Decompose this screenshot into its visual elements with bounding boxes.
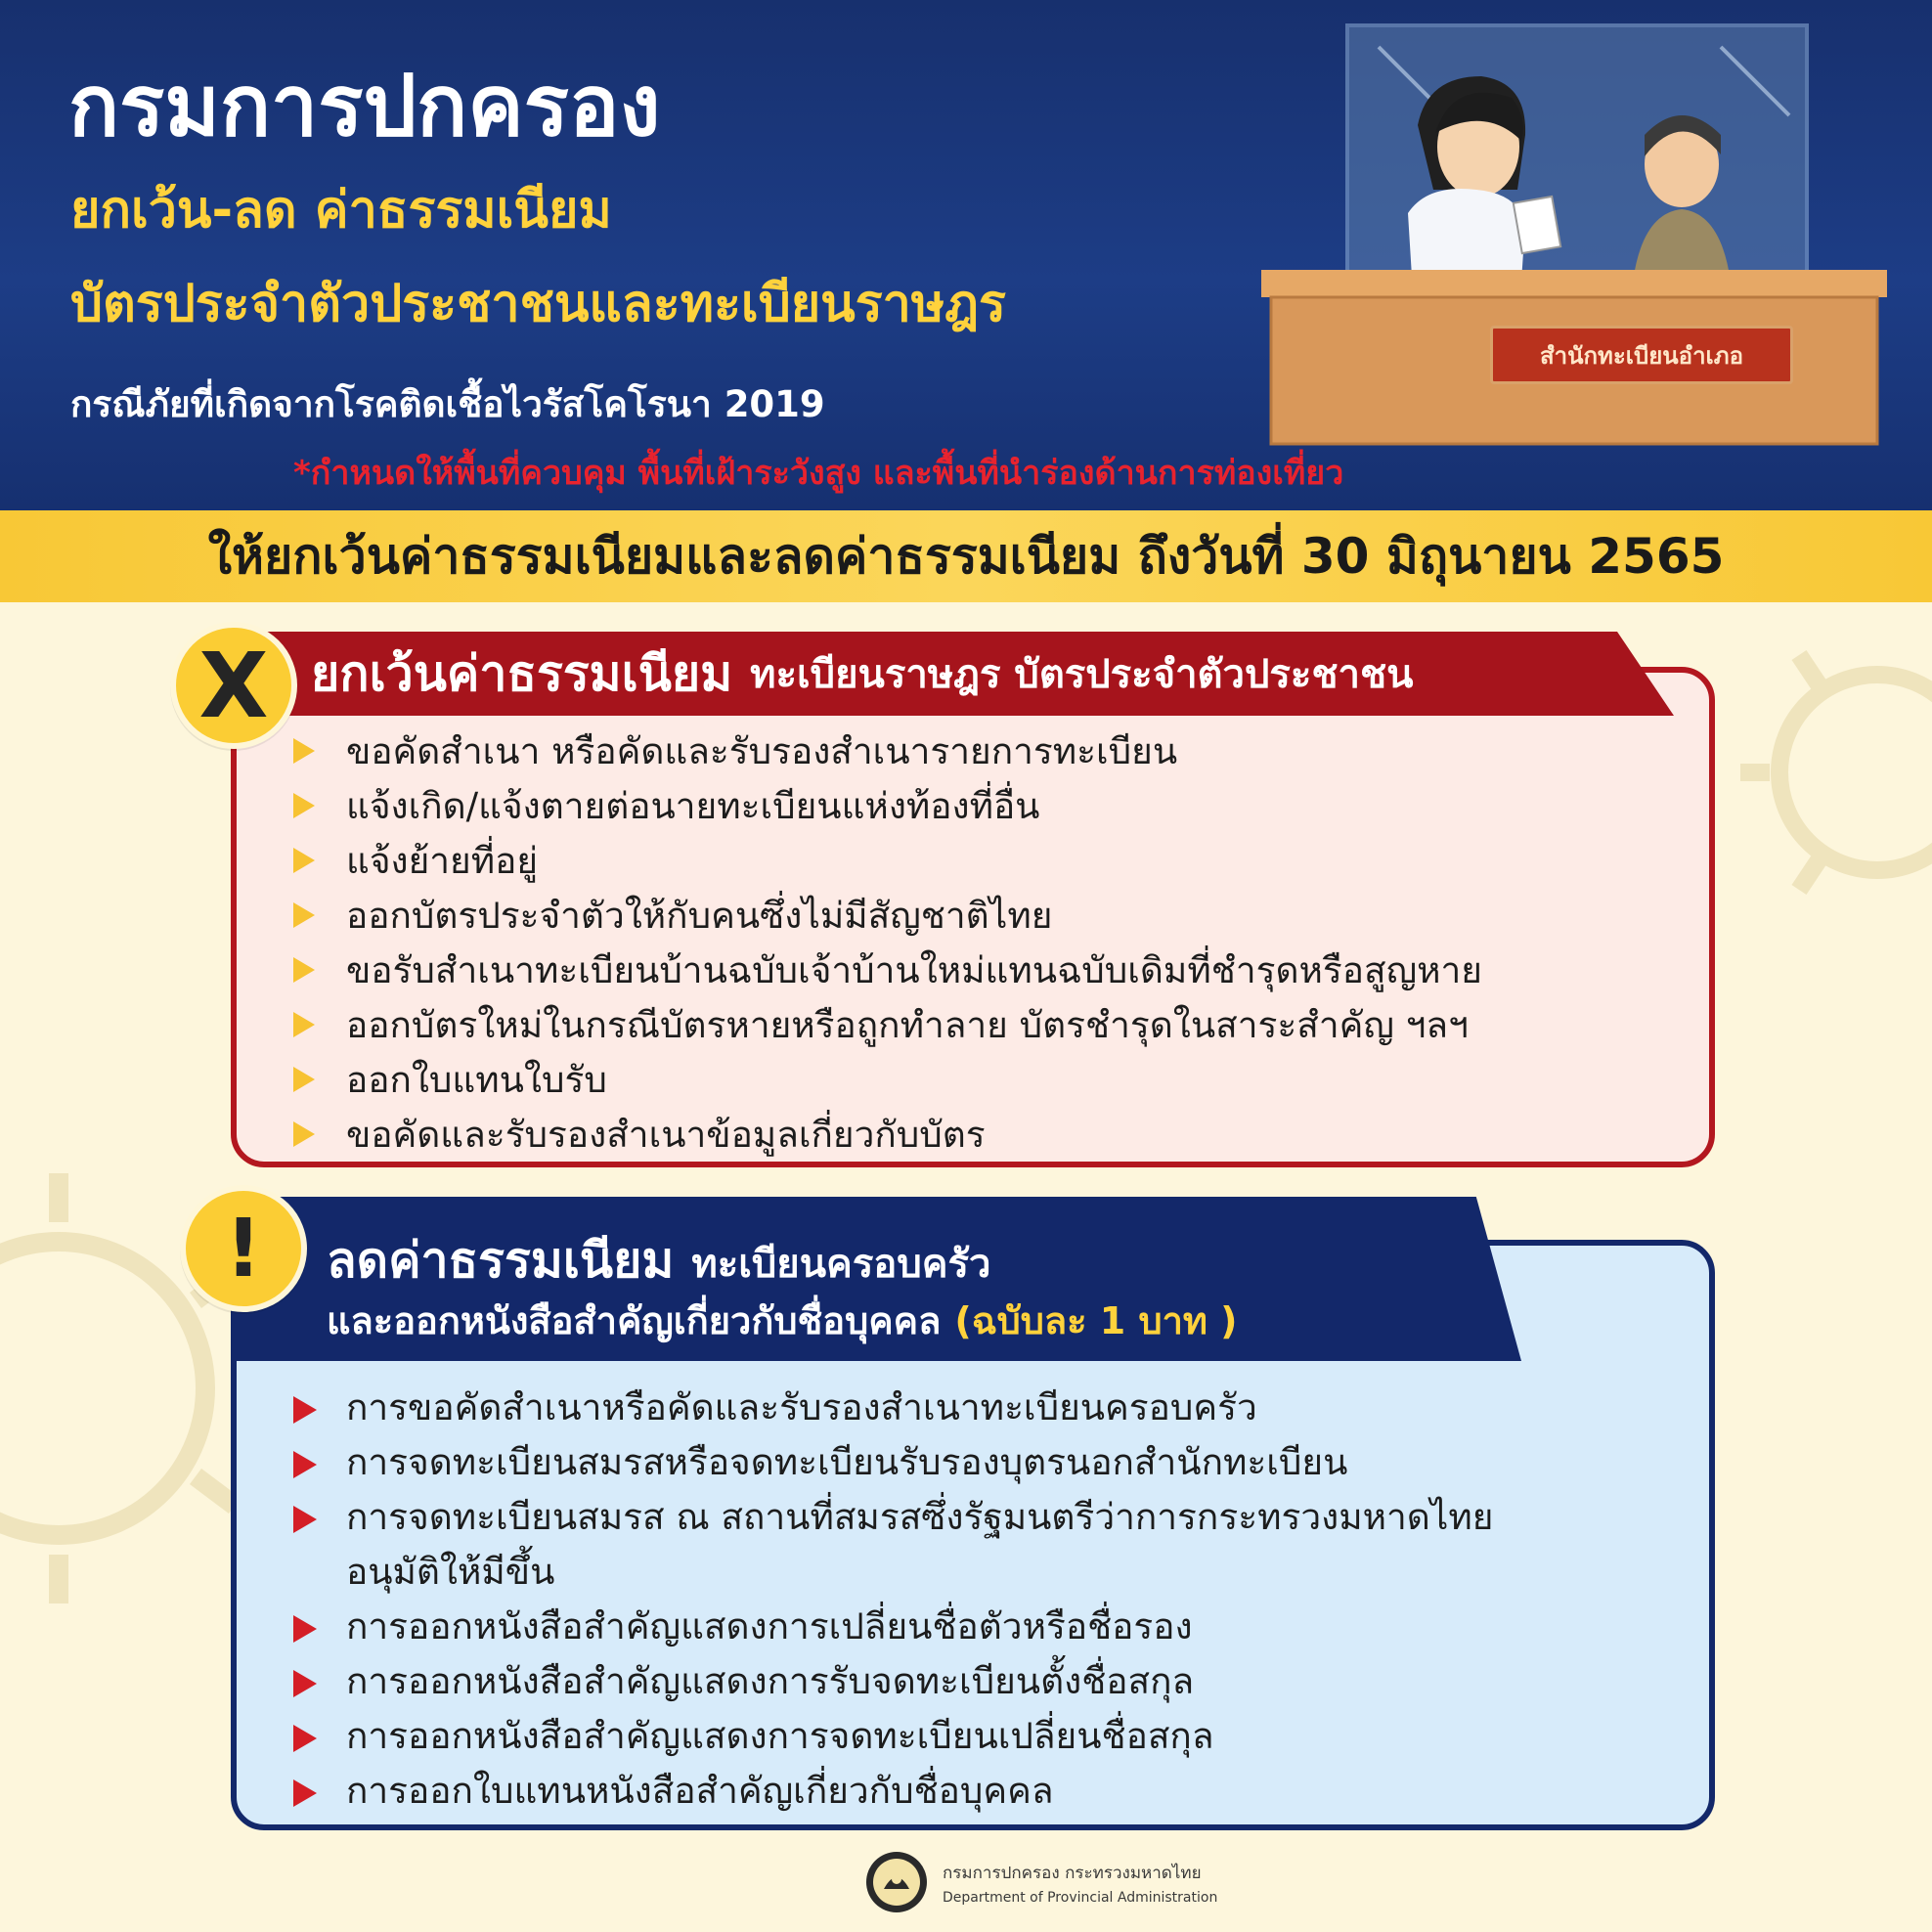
list-item: การจดทะเบียนสมรสหรือจดทะเบียนรับรองบุตรนอกสำนักทะเบียน — [293, 1435, 1493, 1490]
reduce-title-main: ลดค่าธรรมเนียม — [327, 1232, 675, 1289]
bullet-arrow-icon — [293, 848, 315, 873]
deadline-banner — [0, 510, 1932, 602]
reduce-list — [293, 1381, 1493, 1819]
list-item: ออกใบแทนใบรับ — [293, 1052, 1482, 1107]
list-item: แจ้งย้ายที่อยู่ — [293, 833, 1482, 888]
list-item: การออกหนังสือสำคัญแสดงการรับจดทะเบียนตั้งชื่อสกุล — [293, 1654, 1493, 1709]
footer — [864, 1848, 1217, 1916]
list-item: การออกหนังสือสำคัญแสดงการเปลี่ยนชื่อตัวหรือชื่อรอง — [293, 1600, 1493, 1654]
reduce-price: (ฉบับละ 1 บาท ) — [954, 1299, 1238, 1342]
list-item: การออกใบแทนหนังสือสำคัญเกี่ยวกับชื่อบุคคล — [293, 1764, 1493, 1819]
bullet-arrow-icon — [293, 1451, 317, 1478]
list-item: ขอรับสำเนาทะเบียนบ้านฉบับเจ้าบ้านใหม่แทนฉบับเดิมที่ชำรุดหรือสูญหาย — [293, 943, 1482, 997]
list-item: การขอคัดสำเนาหรือคัดและรับรองสำเนาทะเบียนครอบครัว — [293, 1381, 1493, 1435]
header-case: กรณีภัยที่เกิดจากโรคติดเชื้อไวรัสโคโรนา 2019 — [70, 383, 825, 425]
bullet-arrow-icon — [293, 793, 315, 818]
bullet-arrow-icon — [293, 1725, 317, 1752]
exempt-title-main: ยกเว้นค่าธรรมเนียม — [311, 644, 733, 702]
bullet-arrow-icon — [293, 1121, 315, 1147]
reduce-heading-line2 — [327, 1291, 1238, 1350]
bullet-arrow-icon — [293, 1670, 317, 1697]
bullet-arrow-icon — [293, 1067, 315, 1092]
bullet-arrow-icon — [293, 1012, 315, 1037]
bullet-arrow-icon — [293, 902, 315, 928]
bullet-arrow-icon — [293, 738, 315, 764]
list-item: การจดทะเบียนสมรส ณ สถานที่สมรสซึ่งรัฐมนตรีว่าการกระทรวงมหาดไทย อนุมัติให้มีขึ้น — [293, 1490, 1493, 1600]
page-title: กรมการปกครอง — [68, 58, 661, 155]
list-item: แจ้งเกิด/แจ้งตายต่อนายทะเบียนแห่งท้องที่อื่น — [293, 778, 1482, 833]
header — [0, 0, 1932, 510]
virus-decoration-icon — [1731, 626, 1932, 919]
bullet-arrow-icon — [293, 1506, 317, 1533]
reduce-heading — [327, 1222, 990, 1299]
list-item: ขอคัดสำเนา หรือคัดและรับรองสำเนารายการทะเบียน — [293, 724, 1482, 778]
exempt-title-sub: ทะเบียนราษฎร บัตรประจำตัวประชาชน — [750, 652, 1414, 697]
exempt-list — [293, 724, 1482, 1162]
list-item: ออกบัตรใหม่ในกรณีบัตรหายหรือถูกทำลาย บัตรชำรุดในสาระสำคัญ ฯลฯ — [293, 997, 1482, 1052]
department-seal-logo — [864, 1850, 929, 1914]
header-subtitle-line2: บัตรประจำตัวประชาชนและทะเบียนราษฎร — [70, 275, 1006, 333]
reduce-title-sub: ทะเบียนครอบครัว — [691, 1242, 991, 1287]
bullet-arrow-icon — [293, 1615, 317, 1643]
list-item: ขอคัดและรับรองสำเนาข้อมูลเกี่ยวกับบัตร — [293, 1107, 1482, 1162]
office-sign: สำนักทะเบียนอำเภอ — [1490, 326, 1793, 384]
x-mark-icon: X — [170, 622, 297, 749]
header-subtitle-line1: ยกเว้น-ลด ค่าธรรมเนียม — [70, 181, 612, 240]
footer-org-th: กรมการปกครอง กระทรวงมหาดไทย — [943, 1863, 1202, 1883]
header-note: *กำหนดให้พื้นที่ควบคุม พื้นที่เฝ้าระวังสูง และพื้นที่นำร่องด้านการท่องเที่ยว — [293, 454, 1344, 493]
list-item: ออกบัตรประจำตัวให้กับคนซึ่งไม่มีสัญชาติไทย — [293, 888, 1482, 943]
list-item-continuation: อนุมัติให้มีขึ้น — [346, 1551, 555, 1593]
exclamation-icon: ! — [180, 1185, 307, 1312]
list-item: การออกหนังสือสำคัญแสดงการจดทะเบียนเปลี่ยนชื่อสกุล — [293, 1709, 1493, 1764]
deadline-banner-text: ให้ยกเว้นค่าธรรมเนียมและลดค่าธรรมเนียม ถึงวันที่ 30 มิถุนายน 2565 — [207, 527, 1725, 585]
footer-org-en: Department of Provincial Administration — [943, 1889, 1218, 1906]
exempt-heading — [311, 637, 1413, 710]
bullet-arrow-icon — [293, 957, 315, 983]
bullet-arrow-icon — [293, 1779, 317, 1807]
reduce-title-line2: และออกหนังสือสำคัญเกี่ยวกับชื่อบุคคล — [327, 1299, 942, 1342]
bullet-arrow-icon — [293, 1396, 317, 1424]
